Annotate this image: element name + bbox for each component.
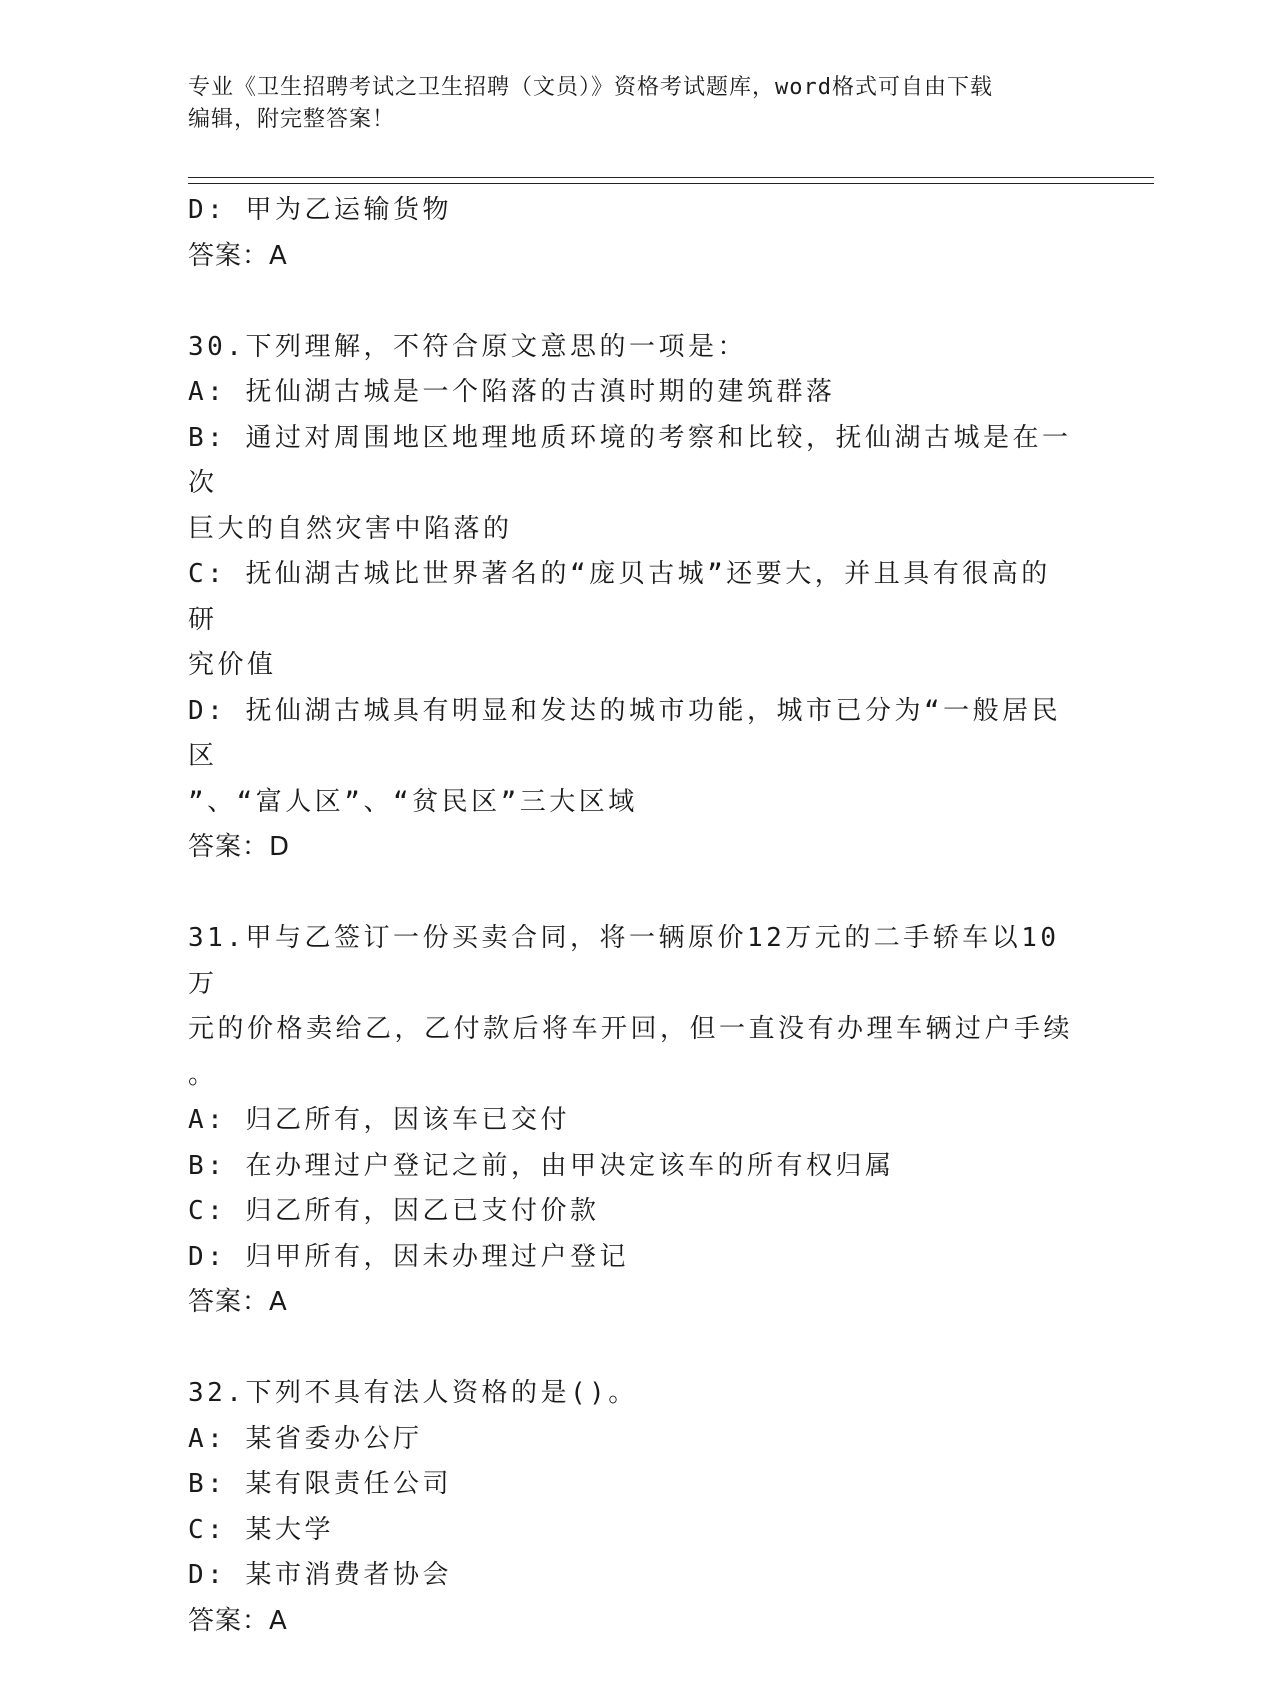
header-line-1: 专业《卫生招聘考试之卫生招聘（文员）》资格考试题库，word格式可自由下载 bbox=[188, 75, 993, 100]
option-c-line-1: C: 抚仙湖古城比世界著名的“庞贝古城”还要大，并且具有很高的研 bbox=[188, 559, 1051, 635]
answer: 答案：A bbox=[188, 1287, 288, 1317]
answer: 答案：A bbox=[188, 240, 288, 271]
question-list bbox=[188, 188, 1078, 1690]
answer: 答案：A bbox=[188, 1605, 288, 1636]
question-stem-line-3: 。 bbox=[188, 1059, 218, 1090]
question-stem: 30.下列理解，不符合原文意思的一项是： bbox=[188, 331, 747, 362]
question-29-tail bbox=[188, 188, 1078, 279]
header-divider-top bbox=[188, 177, 1154, 178]
question-30 bbox=[188, 325, 1078, 871]
question-stem-line-2: 元的价格卖给乙，乙付款后将车开回，但一直没有办理车辆过户手续 bbox=[188, 1014, 1074, 1044]
header-divider-bottom bbox=[188, 183, 1154, 184]
option-b: B: 某有限责任公司 bbox=[188, 1469, 452, 1499]
option-b-line-2: 巨大的自然灾害中陷落的 bbox=[188, 513, 513, 544]
option-b: B: 在办理过户登记之前，由甲决定该车的所有权归属 bbox=[188, 1150, 895, 1181]
option-b-line-1: B: 通过对周围地区地理地质环境的考察和比较，抚仙湖古城是在一次 bbox=[188, 422, 1072, 498]
header-line-2: 编辑，附完整答案！ bbox=[188, 107, 396, 132]
option-d-line-2: ”、“富人区”、“贫民区”三大区域 bbox=[188, 786, 638, 817]
question-31 bbox=[188, 916, 1078, 1326]
option-d: D: 甲为乙运输货物 bbox=[188, 195, 452, 225]
option-c: C: 某大学 bbox=[188, 1514, 334, 1545]
question-stem: 32.下列不具有法人资格的是()。 bbox=[188, 1378, 638, 1408]
question-stem-line-1: 31.甲与乙签订一份买卖合同，将一辆原价12万元的二手轿车以10万 bbox=[188, 923, 1060, 999]
question-32 bbox=[188, 1371, 1078, 1644]
option-a: A: 归乙所有，因该车已交付 bbox=[188, 1105, 570, 1135]
option-a: A: 某省委办公厅 bbox=[188, 1423, 423, 1454]
document-header bbox=[188, 72, 1068, 136]
option-c: C: 归乙所有，因乙已支付价款 bbox=[188, 1196, 600, 1226]
option-c-line-2: 究价值 bbox=[188, 650, 277, 680]
option-d-line-1: D: 抚仙湖古城具有明显和发达的城市功能，城市已分为“一般居民区 bbox=[188, 695, 1062, 771]
option-d: D: 某市消费者协会 bbox=[188, 1560, 452, 1590]
answer: 答案：D bbox=[188, 832, 291, 862]
option-a: A: 抚仙湖古城是一个陷落的古滇时期的建筑群落 bbox=[188, 377, 836, 407]
option-d: D: 归甲所有，因未办理过户登记 bbox=[188, 1241, 629, 1272]
